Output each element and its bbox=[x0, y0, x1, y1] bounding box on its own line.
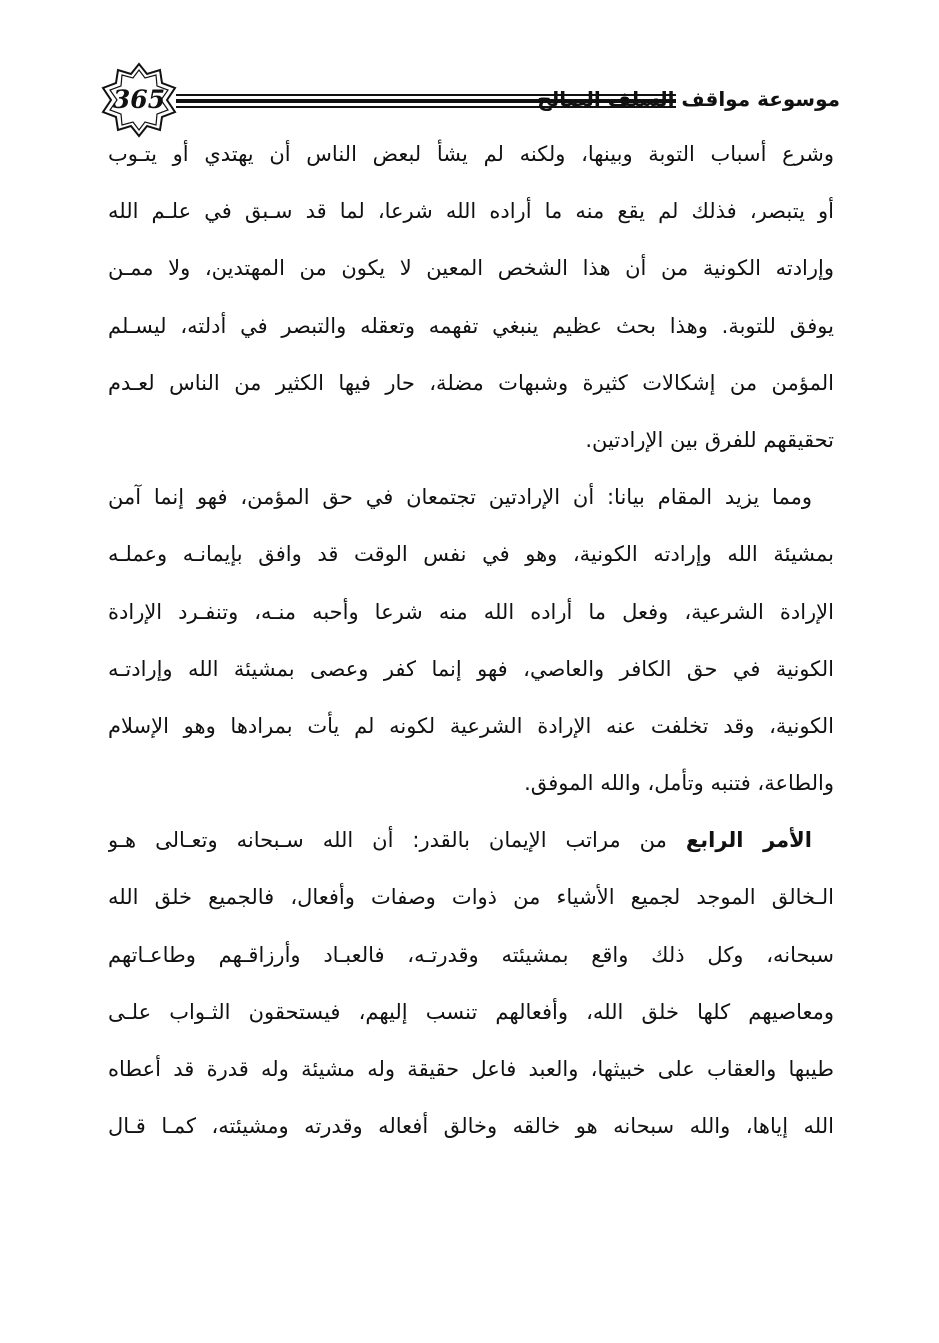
paragraph bbox=[108, 469, 834, 812]
paragraph bbox=[108, 126, 834, 469]
text-line: الله إياها، والله سبحانه هو خالقه وخالق أفعاله وقدرته ومشيئته، كمـا قـال bbox=[108, 1114, 834, 1139]
text-line: ومعاصيهم كلها خلق الله، وأفعالهم تنسب إليهم، فيستحقون الثـواب علـى bbox=[108, 999, 834, 1024]
text-line: وإرادته الكونية من أن هذا الشخص المعين لا يكون من المهتدين، ولا ممـن bbox=[108, 256, 834, 281]
page-number: 365 bbox=[112, 85, 166, 114]
text-line: ومما يزيد المقام بيانا: أن الإرادتين تجتمعان في حق المؤمن، فهو إنما آمن bbox=[108, 485, 812, 510]
text-line: طيبها والعقاب على خبيثها، والعبد فاعل حقيقة وله مشيئة وله قدرة قد أعطاه bbox=[108, 1057, 834, 1081]
body-text bbox=[108, 126, 834, 1155]
text-line: والطاعة، فتنبه وتأمل، والله الموفق. bbox=[524, 771, 834, 796]
text-line: تحقيقهم للفرق بين الإرادتين. bbox=[585, 427, 834, 452]
running-title: موسوعة مواقف السلف الصالح bbox=[537, 87, 840, 111]
text-line: بمشيئة الله وإرادته الكونية، وهو في نفس الوقت قد وافق بإيمانـه وعملـه bbox=[108, 542, 834, 567]
text-line: الكونية في حق الكافر والعاصي، فهو إنما كفر وعصى بمشيئة الله وإرادتـه bbox=[108, 656, 834, 681]
text-line: سبحانه، وكل ذلك واقع بمشيئته وقدرتـه، فالعبـاد وأرزاقـهم وطاعـاتهم bbox=[108, 942, 834, 967]
text-line bbox=[108, 812, 834, 869]
text-line: الكونية، وقد تخلفت عنه الإرادة الشرعية لكونه لم يأت بمرادها وهو الإسلام bbox=[108, 713, 834, 738]
text-segment: من مراتب الإيمان بالقدر: أن الله سـبحانه وتعـالى هـو bbox=[108, 828, 667, 853]
paragraph bbox=[108, 812, 834, 1155]
text-line: المؤمن من إشكالات كثيرة وشبهات مضلة، حار فيها الكثير من الناس لعـدم bbox=[108, 370, 834, 395]
text-line: الـخالق الموجد لجميع الأشياء من ذوات وصفات وأفعال، فالجميع خلق الله bbox=[108, 885, 834, 910]
text-line: يوفق للتوبة. وهذا بحث عظيم ينبغي تفهمه وتعقله والتبصر في أدلته، ليسـلم bbox=[108, 313, 834, 338]
text-line: وشرع أسباب التوبة وبينها، ولكنه لم يشأ لبعض الناس أن يهتدي أو يتـوب bbox=[108, 142, 834, 166]
text-line: الإرادة الشرعية، وفعل ما أراده الله منه شرعا وأحبه منـه، وتنفـرد الإرادة bbox=[108, 599, 834, 624]
text-line: أو يتبصر، فذلك لم يقع منه ما أراده الله شرعا، لما قد سـبق في علـم الله bbox=[108, 199, 834, 224]
paragraph-lead: الأمر الرابع bbox=[685, 828, 812, 853]
